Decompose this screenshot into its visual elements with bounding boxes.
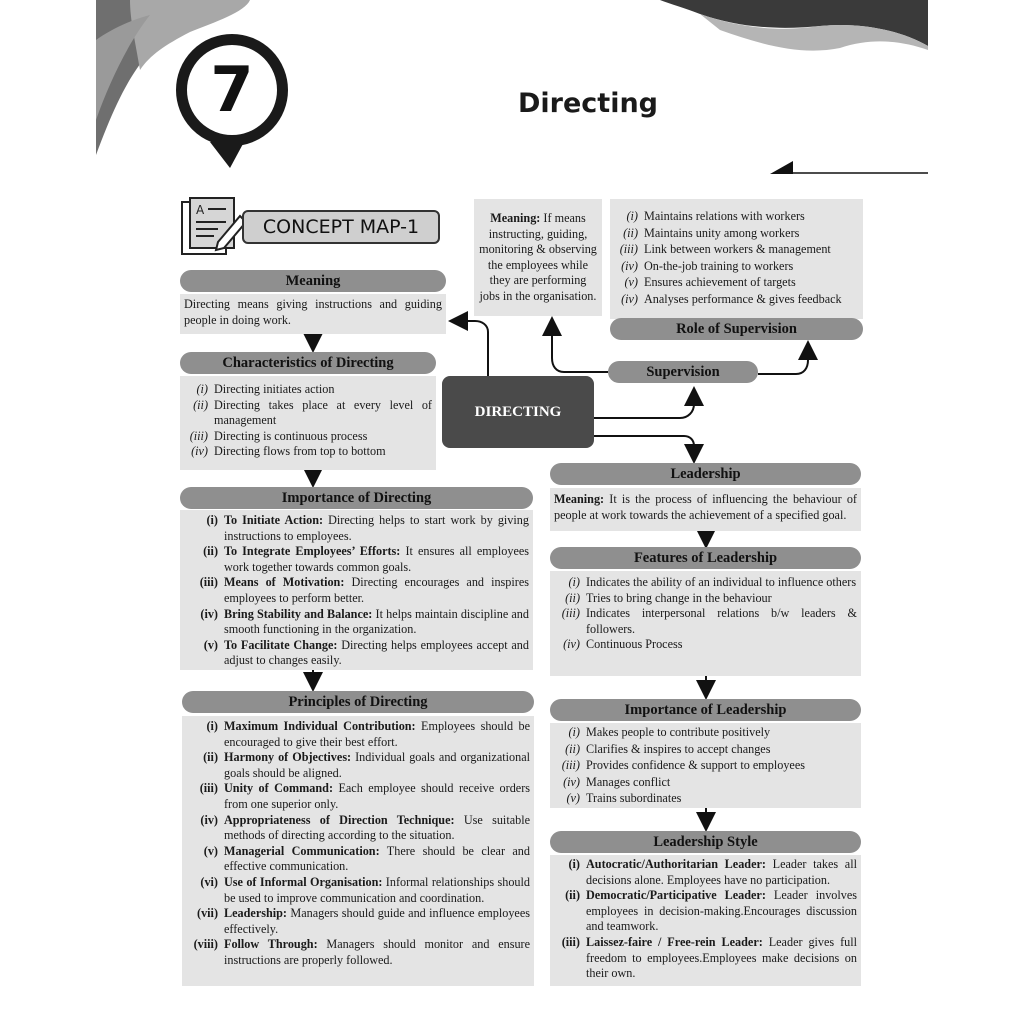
list-item bbox=[554, 725, 857, 741]
list-item-description: Maintains unity among workers bbox=[644, 225, 800, 240]
list-item-number: (ii) bbox=[565, 741, 580, 756]
leadership-heading: Leadership bbox=[550, 463, 861, 485]
list-item-description: Individual goals and organizational goals should be aligned. bbox=[224, 750, 530, 780]
list-item bbox=[192, 544, 529, 575]
supervision-meaning-label: Meaning: bbox=[490, 211, 541, 225]
list-item-description: Provides confidence & support to employees bbox=[586, 758, 805, 773]
leadership-style-box bbox=[550, 855, 861, 986]
list-item bbox=[186, 444, 432, 460]
list-item bbox=[612, 275, 859, 291]
list-item-term: To Integrate Employees’ Efforts: bbox=[224, 544, 401, 559]
list-item-text bbox=[224, 513, 529, 544]
list-item bbox=[612, 226, 859, 242]
list-item bbox=[554, 857, 857, 888]
list-item-number: (ii) bbox=[565, 888, 580, 903]
list-item-text bbox=[214, 444, 432, 460]
list-item-number: (v) bbox=[566, 791, 580, 806]
list-item bbox=[184, 906, 530, 937]
list-item-number: (vi) bbox=[200, 874, 218, 889]
list-item bbox=[192, 513, 529, 544]
list-item-text bbox=[586, 742, 857, 758]
list-item bbox=[554, 742, 857, 758]
principles-heading: Principles of Directing bbox=[182, 691, 534, 713]
list-item-text bbox=[224, 937, 530, 968]
list-item-number: (iii) bbox=[189, 428, 208, 443]
list-item-description: Ensures achievement of targets bbox=[644, 275, 796, 290]
list-item bbox=[184, 844, 530, 875]
list-item-term: Democratic/Participative Leader: bbox=[586, 888, 766, 903]
list-item bbox=[184, 750, 530, 781]
leadership-meaning-label: Meaning: bbox=[554, 492, 605, 506]
list-item-number: (iv) bbox=[563, 774, 580, 789]
list-item-description: Leader gives full freedom to employees.Employees make decisions on their own. bbox=[586, 934, 857, 981]
characteristics-box bbox=[180, 376, 436, 470]
list-item bbox=[184, 937, 530, 968]
list-item-term: Laissez-faire / Free-rein Leader: bbox=[586, 934, 763, 949]
list-item-text bbox=[224, 813, 530, 844]
list-item-term: Unity of Command: bbox=[224, 781, 334, 796]
leadership-importance-heading: Importance of Leadership bbox=[550, 699, 861, 721]
list-item-text bbox=[214, 382, 432, 398]
list-item-description: Employees should be encouraged to give their best effort. bbox=[224, 719, 530, 749]
list-item-description: On-the-job training to workers bbox=[644, 258, 794, 273]
leadership-meaning-box bbox=[550, 488, 861, 531]
list-item-description: Managers should guide and influence employees effectively. bbox=[224, 906, 530, 936]
list-item-number: (ii) bbox=[193, 397, 208, 412]
list-item-text bbox=[586, 606, 857, 637]
leadership-importance-list bbox=[554, 725, 857, 807]
supervision-heading: Supervision bbox=[608, 361, 758, 383]
list-item-term: Managerial Communication: bbox=[224, 843, 380, 858]
list-item-description: Clarifies & inspires to accept changes bbox=[586, 741, 771, 756]
characteristics-list bbox=[186, 382, 432, 460]
list-item-description: Trains subordinates bbox=[586, 791, 682, 806]
principles-box bbox=[182, 716, 534, 986]
list-item-text bbox=[224, 750, 530, 781]
list-item-description: Informal relationships should be used to improve communication and coordination. bbox=[224, 874, 530, 905]
list-item bbox=[186, 382, 432, 398]
list-item bbox=[554, 575, 857, 591]
list-item bbox=[192, 575, 529, 606]
list-item-description: Directing helps to start work by giving instructions to employees. bbox=[224, 513, 529, 543]
list-item-number: (i) bbox=[626, 209, 638, 223]
list-item-number: (iv) bbox=[621, 258, 638, 273]
list-item-number: (v) bbox=[203, 843, 218, 858]
list-item-number: (ii) bbox=[203, 544, 218, 559]
list-item bbox=[554, 791, 857, 807]
list-item-text bbox=[224, 875, 530, 906]
list-item-number: (iii) bbox=[561, 606, 580, 621]
list-item-term: To Initiate Action: bbox=[224, 513, 324, 527]
list-item-text bbox=[224, 844, 530, 875]
meaning-heading: Meaning bbox=[180, 270, 446, 292]
list-item-number: (iii) bbox=[561, 934, 580, 949]
list-item-description: Leader involves employees in decision-making.Encourages discussion and teamwork. bbox=[586, 888, 858, 934]
list-item-description: Directing is continuous process bbox=[214, 428, 368, 443]
supervision-role-list bbox=[612, 209, 859, 308]
importance-heading: Importance of Directing bbox=[180, 487, 533, 509]
list-item-text bbox=[586, 575, 857, 591]
list-item-text bbox=[644, 226, 859, 242]
principles-list bbox=[184, 719, 530, 969]
list-item-description: There should be clear and effective communication. bbox=[224, 843, 530, 874]
list-item-number: (iii) bbox=[199, 575, 218, 590]
list-item-description: Directing initiates action bbox=[214, 382, 335, 396]
list-item-description: Each employee should receive orders from one superior only. bbox=[224, 781, 530, 811]
list-item-number: (i) bbox=[568, 725, 580, 739]
list-item-description: Tries to bring change in the behaviour bbox=[586, 590, 772, 605]
list-item-number: (i) bbox=[206, 719, 218, 733]
supervision-meaning-text: If means instructing, guiding, monitoring & observing the employees while they are performing jobs in the organisation. bbox=[479, 211, 597, 303]
center-node-label: DIRECTING bbox=[474, 403, 562, 420]
list-item-number: (iv) bbox=[191, 444, 208, 459]
list-item-description: Manages conflict bbox=[586, 774, 671, 789]
list-item-text bbox=[644, 242, 859, 258]
list-item-text bbox=[586, 725, 857, 741]
list-item-number: (i) bbox=[196, 382, 208, 396]
supervision-role-box bbox=[610, 199, 863, 319]
list-item-text bbox=[644, 275, 859, 291]
list-item-text bbox=[214, 398, 432, 429]
list-item-description: Directing helps employees accept and adjust to changes easily. bbox=[224, 637, 529, 668]
supervision-meaning-box bbox=[474, 199, 602, 316]
list-item-description: Link between workers & management bbox=[644, 242, 831, 257]
list-item-number: (i) bbox=[568, 575, 580, 589]
meaning-text: Directing means giving instructions and guiding people in doing work. bbox=[184, 297, 442, 327]
list-item bbox=[554, 758, 857, 774]
features-heading: Features of Leadership bbox=[550, 547, 861, 569]
list-item-term: Means of Motivation: bbox=[224, 575, 345, 590]
list-item bbox=[192, 607, 529, 638]
list-item-number: (v) bbox=[203, 637, 218, 652]
concept-map-label: CONCEPT MAP-1 bbox=[242, 210, 440, 244]
list-item-description: Indicates interpersonal relations b/w leaders & followers. bbox=[586, 606, 857, 636]
list-item-text bbox=[586, 775, 857, 791]
list-item-text bbox=[586, 758, 857, 774]
list-item-term: Harmony of Objectives: bbox=[224, 750, 352, 765]
list-item-text bbox=[586, 637, 857, 653]
list-item bbox=[184, 813, 530, 844]
list-item-text bbox=[644, 209, 859, 225]
list-item-number: (iv) bbox=[200, 812, 218, 827]
list-item-text bbox=[224, 575, 529, 606]
list-item-term: Maximum Individual Contribution: bbox=[224, 719, 416, 733]
list-item-number: (ii) bbox=[565, 590, 580, 605]
chapter-number: 7 bbox=[210, 53, 254, 126]
features-box bbox=[550, 571, 861, 676]
meaning-box bbox=[180, 294, 446, 334]
list-item-number: (iii) bbox=[561, 758, 580, 773]
list-item-number: (vii) bbox=[197, 906, 218, 921]
list-item-description: Directing flows from top to bottom bbox=[214, 444, 386, 459]
list-item bbox=[554, 888, 857, 935]
list-item-text bbox=[586, 935, 857, 982]
list-item-text bbox=[224, 607, 529, 638]
list-item-text bbox=[586, 791, 857, 807]
list-item-description: Directing takes place at every level of management bbox=[214, 397, 432, 428]
chapter-title: Directing bbox=[518, 88, 659, 119]
list-item bbox=[612, 209, 859, 225]
list-item-number: (ii) bbox=[623, 225, 638, 240]
list-item bbox=[184, 781, 530, 812]
list-item-description: Use suitable methods of directing according to the situation. bbox=[224, 812, 530, 843]
list-item-description: It helps maintain discipline and smooth functioning in the organization. bbox=[224, 606, 529, 637]
list-item-description: Directing encourages and inspires employees to perform better. bbox=[224, 575, 529, 605]
directing-center-node bbox=[442, 376, 594, 448]
list-item bbox=[554, 606, 857, 637]
list-item-term: Leadership: bbox=[224, 906, 287, 921]
list-item-description: Maintains relations with workers bbox=[644, 209, 805, 223]
leadership-style-heading: Leadership Style bbox=[550, 831, 861, 853]
list-item bbox=[612, 259, 859, 275]
list-item-description: Continuous Process bbox=[586, 637, 683, 652]
importance-list bbox=[192, 513, 529, 669]
list-item-number: (viii) bbox=[193, 937, 218, 952]
list-item-text bbox=[586, 888, 857, 935]
list-item-text bbox=[214, 429, 432, 445]
leadership-importance-box bbox=[550, 723, 861, 808]
list-item-text bbox=[224, 638, 529, 669]
list-item bbox=[554, 775, 857, 791]
list-item-number: (iv) bbox=[200, 606, 218, 621]
list-item bbox=[184, 875, 530, 906]
role-of-supervision-heading: Role of Supervision bbox=[610, 318, 863, 340]
list-item-description: Analyses performance & gives feedback bbox=[644, 291, 842, 306]
list-item bbox=[612, 292, 859, 308]
list-item-number: (iv) bbox=[563, 637, 580, 652]
list-item-text bbox=[224, 906, 530, 937]
list-item-term: Follow Through: bbox=[224, 937, 318, 952]
list-item bbox=[186, 429, 432, 445]
list-item bbox=[554, 591, 857, 607]
list-item-number: (iii) bbox=[619, 242, 638, 257]
list-item-term: Appropriateness of Direction Technique: bbox=[224, 812, 455, 827]
list-item-text bbox=[644, 259, 859, 275]
list-item-text bbox=[224, 544, 529, 575]
list-item bbox=[612, 242, 859, 258]
list-item-description: Makes people to contribute positively bbox=[586, 725, 771, 739]
list-item-text bbox=[586, 857, 857, 888]
list-item-text bbox=[224, 781, 530, 812]
list-item-description: It ensures all employees work together towards common goals. bbox=[224, 544, 530, 574]
features-list bbox=[554, 575, 857, 653]
list-item-description: Managers should monitor and ensure instructions are properly followed. bbox=[224, 937, 530, 967]
svg-text:A: A bbox=[196, 203, 205, 217]
list-item-text bbox=[224, 719, 530, 750]
list-item-number: (i) bbox=[206, 513, 218, 527]
list-item-description: Leader takes all decisions alone. Employees have no participation. bbox=[586, 857, 857, 887]
leadership-style-list bbox=[554, 857, 857, 982]
importance-box bbox=[180, 510, 533, 670]
list-item-number: (iii) bbox=[199, 781, 218, 796]
list-item bbox=[554, 637, 857, 653]
list-item-number: (iv) bbox=[621, 291, 638, 306]
list-item-term: To Facilitate Change: bbox=[224, 637, 338, 652]
list-item-description: Indicates the ability of an individual to influence others bbox=[586, 575, 857, 589]
list-item bbox=[554, 935, 857, 982]
list-item-number: (i) bbox=[568, 857, 580, 871]
list-item-text bbox=[586, 591, 857, 607]
list-item-term: Use of Informal Organisation: bbox=[224, 874, 383, 889]
list-item-text bbox=[644, 292, 859, 308]
list-item bbox=[192, 638, 529, 669]
list-item-term: Bring Stability and Balance: bbox=[224, 606, 373, 621]
list-item-number: (v) bbox=[624, 275, 638, 290]
list-item bbox=[184, 719, 530, 750]
list-item bbox=[186, 398, 432, 429]
characteristics-heading: Characteristics of Directing bbox=[180, 352, 436, 374]
list-item-number: (ii) bbox=[203, 750, 218, 765]
leadership-meaning-text: It is the process of influencing the behaviour of people at work towards the achievement of a specified goal. bbox=[554, 492, 857, 522]
list-item-term: Autocratic/Authoritarian Leader: bbox=[586, 857, 766, 871]
